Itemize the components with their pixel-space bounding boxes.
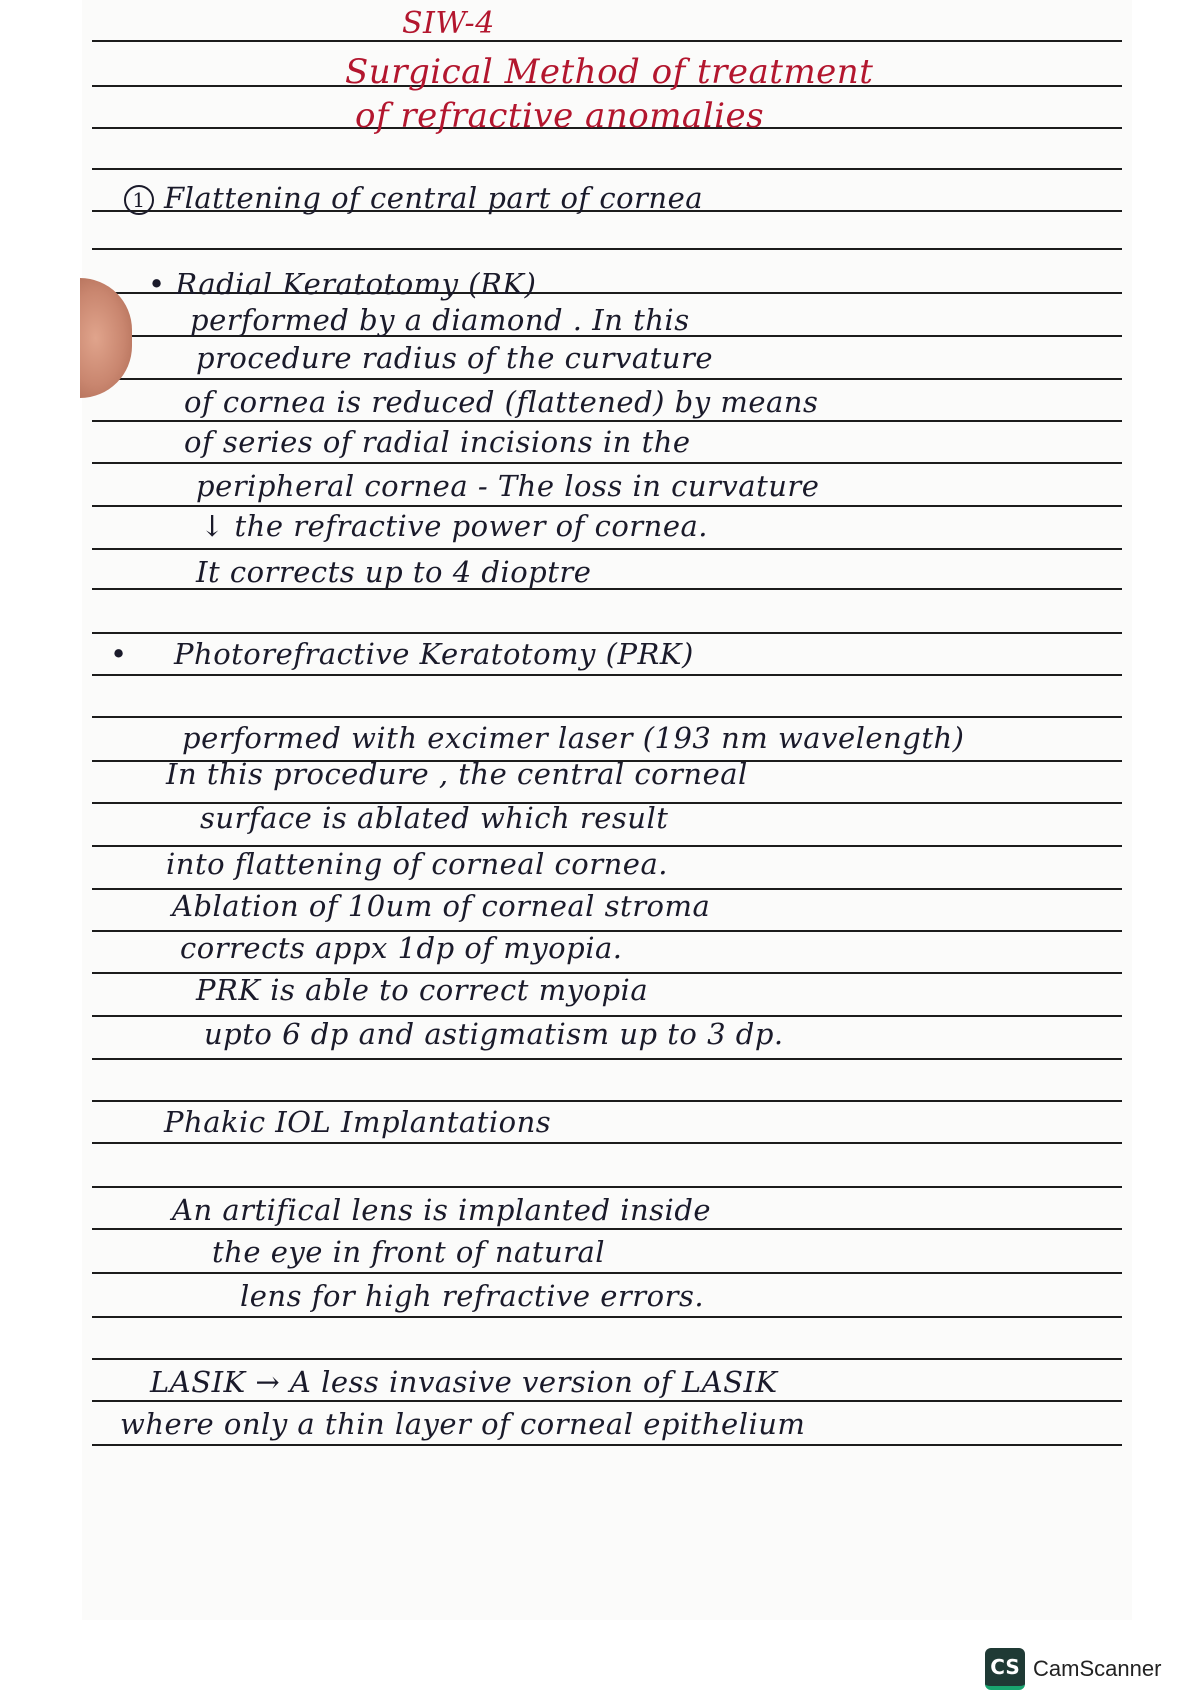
phakic-line-1: An artifical lens is implanted inside — [172, 1193, 712, 1227]
rule-line — [92, 1358, 1122, 1360]
prk-line-4: into flattening of corneal cornea. — [166, 847, 668, 881]
section-heading-text: Flattening of central part of cornea — [164, 181, 704, 215]
rule-line — [92, 1316, 1122, 1318]
rule-line — [92, 1444, 1122, 1446]
prk-line-8: upto 6 dp and astigmatism up to 3 dp. — [204, 1017, 784, 1051]
rule-line — [92, 1272, 1122, 1274]
rule-line — [92, 1400, 1122, 1402]
rk-line-5: peripheral cornea - The loss in curvature — [196, 469, 820, 503]
rule-line — [92, 674, 1122, 676]
rule-line — [92, 168, 1122, 170]
rk-line-4: of series of radial incisions in the — [184, 425, 691, 459]
rk-line-7: It corrects up to 4 dioptre — [196, 555, 592, 589]
section-heading — [124, 180, 703, 216]
camscanner-logo-icon: CS — [985, 1648, 1025, 1690]
rule-line — [92, 1228, 1122, 1230]
prk-line-2: In this procedure , the central corneal — [166, 757, 748, 791]
camscanner-label: CamScanner — [1033, 1656, 1162, 1681]
prk-line-6: corrects appx 1dp of myopia. — [180, 931, 623, 965]
prk-line-7: PRK is able to correct myopia — [196, 973, 649, 1007]
rule-line — [92, 378, 1122, 380]
rule-line — [92, 632, 1122, 634]
rk-line-1: performed by a diamond . In this — [190, 303, 690, 337]
rule-line — [92, 505, 1122, 507]
rule-line — [92, 1058, 1122, 1060]
rule-line — [92, 548, 1122, 550]
rule-line — [92, 40, 1122, 42]
rule-line — [92, 716, 1122, 718]
section-number: 1 — [124, 185, 154, 215]
rk-line-3: of cornea is reduced (flattened) by means — [184, 385, 819, 419]
prk-heading: Photorefractive Keratotomy (PRK) — [174, 637, 694, 671]
lasik-line-2: where only a thin layer of corneal epithelium — [120, 1407, 806, 1441]
page-number: SIW-4 — [402, 6, 495, 41]
prk-line-3: surface is ablated which result — [200, 801, 669, 835]
prk-line-1: performed with excimer laser (193 nm wavelength) — [182, 721, 965, 755]
rule-line — [92, 1142, 1122, 1144]
prk-line-5: Ablation of 10um of corneal stroma — [172, 889, 711, 923]
rule-line — [92, 248, 1122, 250]
phakic-heading: Phakic IOL Implantations — [164, 1105, 552, 1139]
lasik-line-1: LASIK → A less invasive version of LASIK — [150, 1365, 778, 1399]
title-line-1: Surgical Method of treatment — [345, 52, 874, 92]
camscanner-watermark — [985, 1648, 1161, 1690]
prk-bullet: • — [110, 637, 128, 671]
rk-heading: • Radial Keratotomy (RK) — [148, 267, 537, 301]
rk-line-2: procedure radius of the curvature — [196, 341, 713, 375]
rk-line-6: ↓ the refractive power of cornea. — [200, 509, 708, 543]
rule-line — [92, 420, 1122, 422]
rule-line — [92, 1186, 1122, 1188]
phakic-line-3: lens for high refractive errors. — [240, 1279, 705, 1313]
rule-line — [92, 1100, 1122, 1102]
rule-line — [92, 462, 1122, 464]
title-line-2: of refractive anomalies — [355, 96, 765, 136]
phakic-line-2: the eye in front of natural — [212, 1235, 606, 1269]
